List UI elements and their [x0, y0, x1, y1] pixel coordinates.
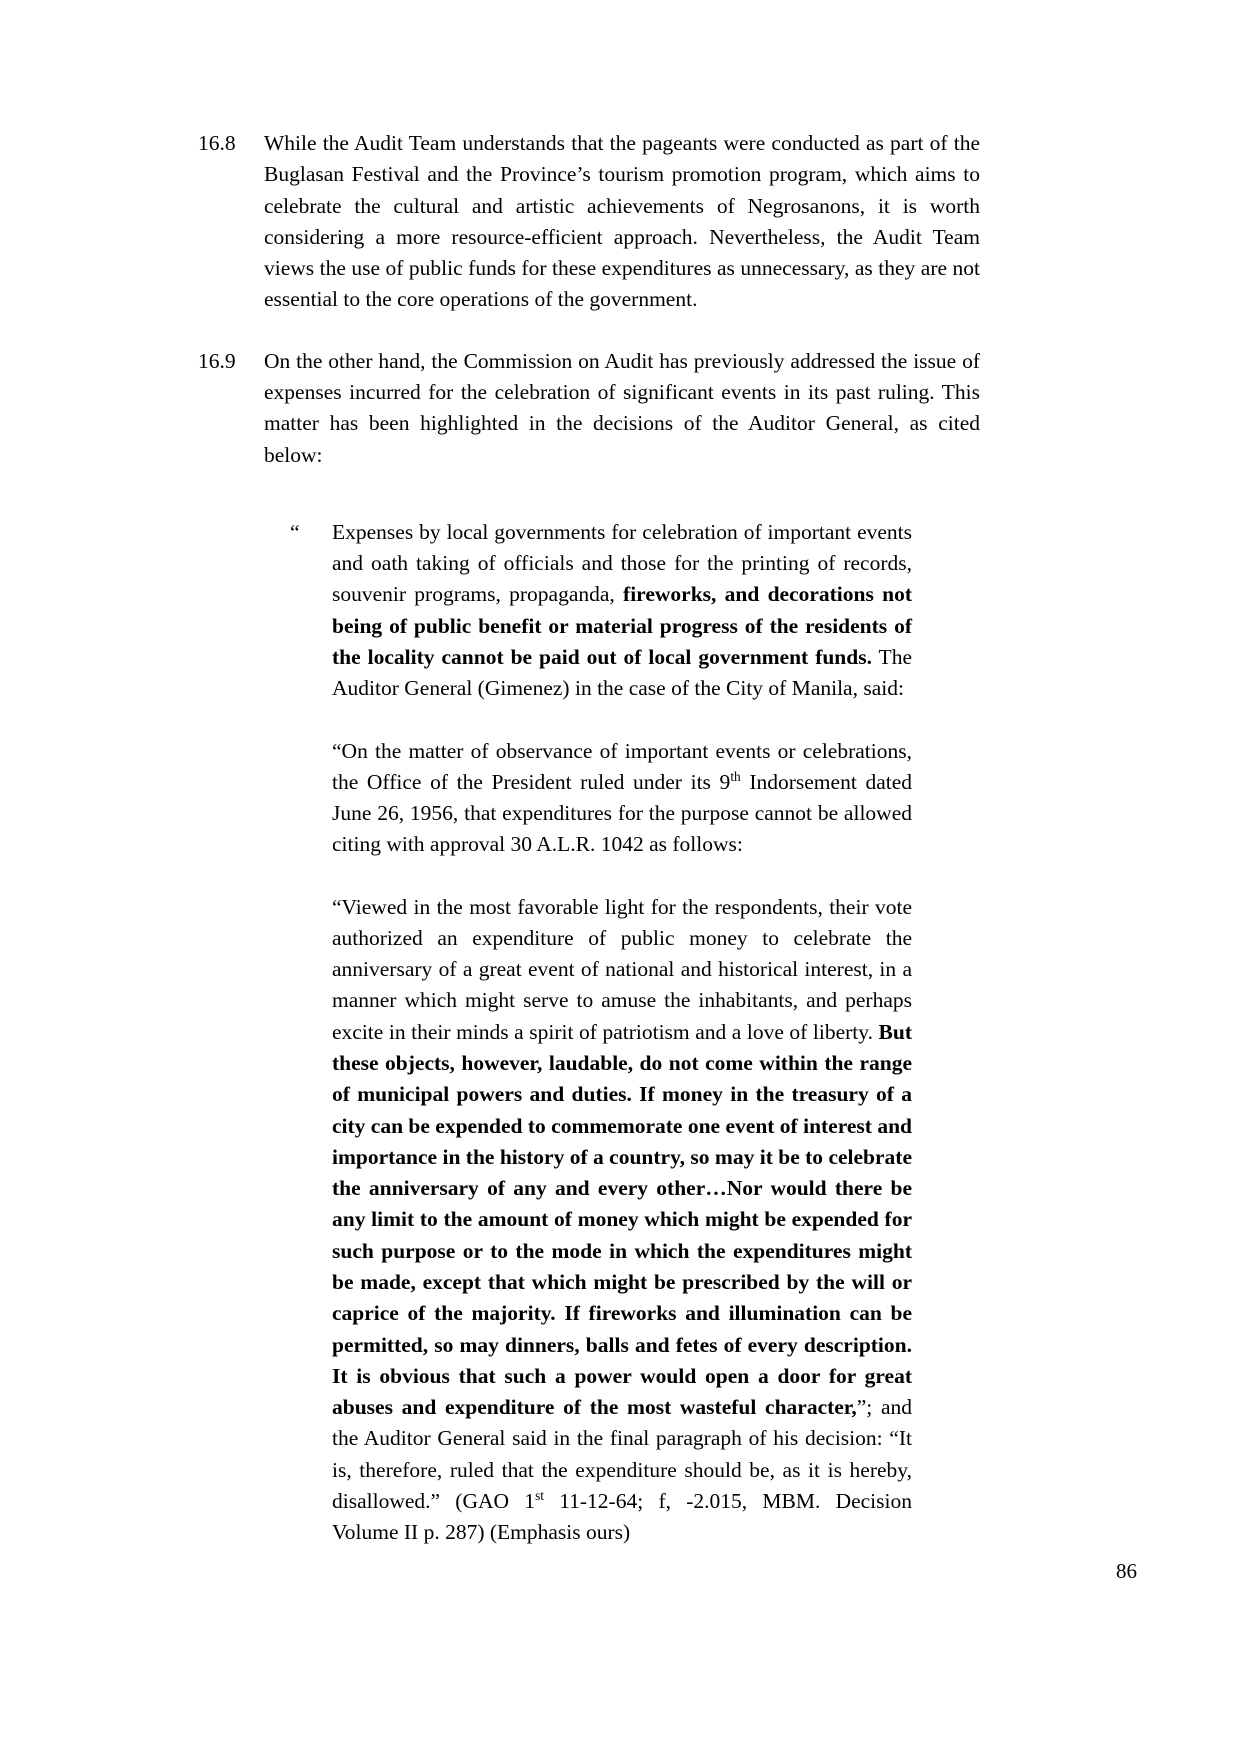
quote-p3-tail2: 11-12-64; f, -2.015, MBM. Decision Volume II p. 287) (Emphasis ours) [332, 1488, 912, 1545]
open-quotation-mark: “ [290, 519, 300, 544]
ordinal-superscript-st: st [535, 1487, 544, 1503]
quote-p3-lead: “Viewed in the most favorable light for the respondents, their vote authorized an expenditure of public money to celebrate the anniversary of a great event of national and historical interest, in a manner which might serve to amuse the inhabitants, and perhaps excite in their minds a spirit of patriotism and a love of liberty. [332, 894, 912, 1044]
paragraph-16-8 [198, 128, 980, 316]
paragraph-number-16-8: 16.8 [198, 131, 236, 155]
quote-p1-bold: fireworks, and decorations not being of public benefit or material progress of the residents of the locality cannot be paid out of local government funds. [332, 582, 912, 669]
page-number: 86 [1116, 1559, 1137, 1583]
quote-p2-a: “On the matter of observance of important events or celebrations, the Office of the President ruled under its 9 [332, 738, 912, 794]
paragraph-number-16-9: 16.9 [198, 348, 236, 373]
ordinal-superscript-th: th [730, 768, 741, 784]
quote-p3-bold: But these objects, however, laudable, do not come within the range of municipal powers and duties. If money in the treasury of a city can be expended to commemorate one event of interest and importance in the history of a country, so may it be to celebrate the anniversary of any and every other…Nor would there be any limit to the amount of money which might be expended for such purpose or to the mode in which the expenditures might be made, except that which might be prescribed by the will or caprice of the majority. If fireworks and illumination can be permitted, so may dinners, balls and fetes of every description. It is obvious that such a power would open a door for great abuses and expenditure of the most wasteful character, [332, 1019, 912, 1420]
quote-paragraph-2 [332, 736, 912, 861]
paragraph-16-9 [198, 346, 980, 471]
quote-paragraph-3 [332, 892, 912, 1549]
page-content [198, 128, 980, 1549]
paragraph-text-16-8: While the Audit Team understands that the pageants were conducted as part of the Buglasan Festival and the Province’s tourism promotion program, which aims to celebrate the cultural and artistic achievements of Negrosanons, it is worth considering a more resource-efficient approach. Nevertheless, the Audit Team views the use of public funds for these expenditures as unnecessary, as they are not essential to the core operations of the government. [264, 131, 980, 312]
quote-paragraph-1 [290, 517, 912, 705]
quote-p2-b: Indorsement dated June 26, 1956, that expenditures for the purpose cannot be allowed citing with approval 30 A.L.R. 1042 as follows: [332, 769, 912, 857]
quote-paragraph-1-text [332, 517, 912, 705]
quote-p1-tail: The Auditor General (Gimenez) in the case of the City of Manila, said: [332, 644, 912, 701]
quote-p3-tail: ”; and the Auditor General said in the final paragraph of his decision: “It is, therefore, ruled that the expenditure should be, as it is hereby, disallowed.” (GAO 1 [332, 1395, 913, 1513]
quotation-block [290, 517, 912, 1549]
quote-p1-lead: Expenses by local governments for celebration of important events and oath taking of officials and those for the printing of records, souvenir programs, propaganda, [332, 519, 912, 607]
paragraph-text-16-9: On the other hand, the Commission on Audit has previously addressed the issue of expenses incurred for the celebration of significant events in its past ruling. This matter has been highlighted in the decisions of the Auditor General, as cited below: [264, 348, 980, 467]
